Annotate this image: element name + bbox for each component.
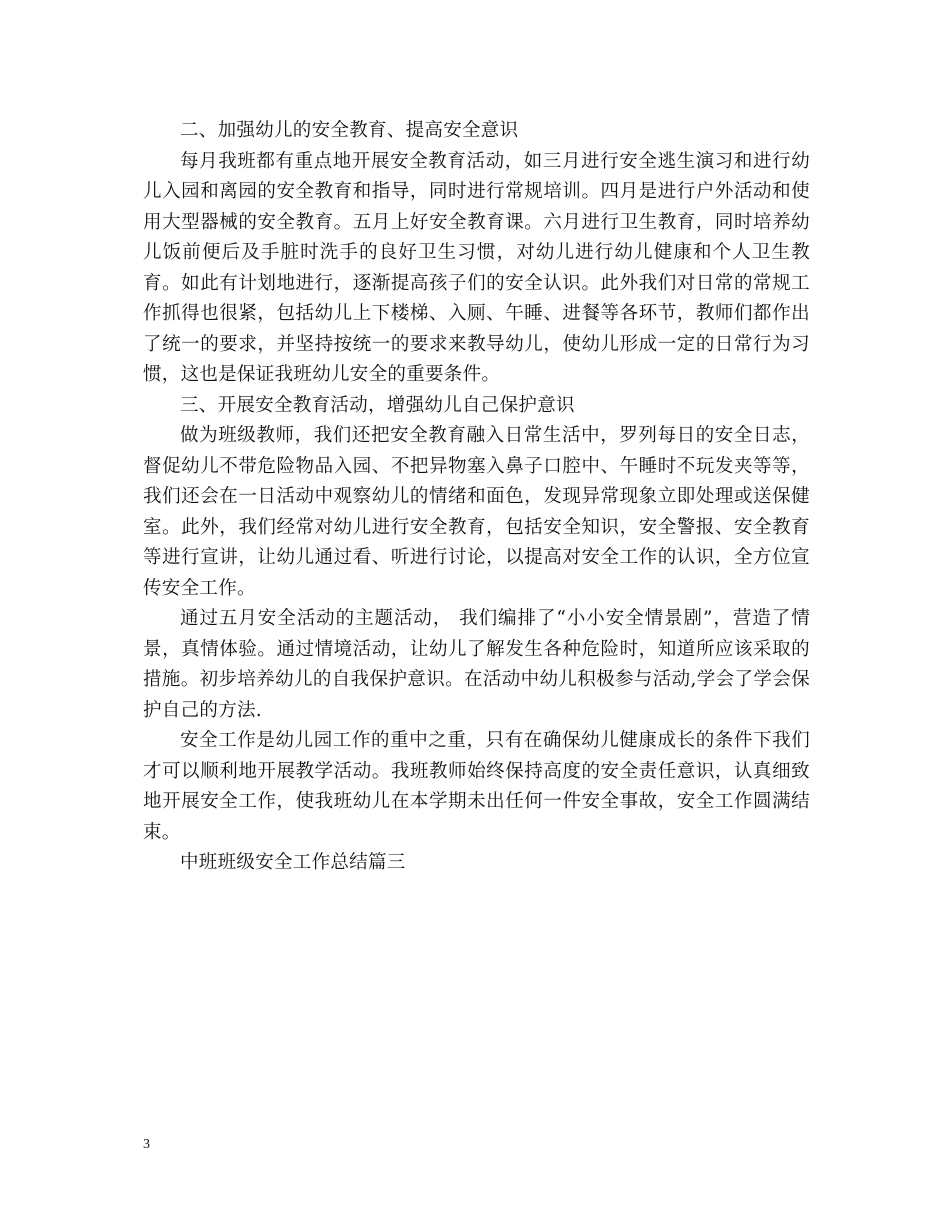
next-article-title: 中班班级安全工作总结篇三 [180,852,406,873]
paragraph-may-theme-activity: 通过五月安全活动的主题活动， 我们编排了“小小安全情景剧”，营造了情景，真情体验。通过情境活动，让幼儿了解发生各种危险时，知道所应该采取的措施。初步培养幼儿的自我保护意识。在活动中幼儿积极参与活动,学会了学会保护自己的方法. [143,608,810,721]
document-body [143,116,810,879]
paragraph-conclusion: 安全工作是幼儿园工作的重中之重，只有在确保幼儿健康成长的条件下我们才可以顺利地开展教学活动。我班教师始终保持高度的安全责任意识，认真细致地开展安全工作，使我班幼儿在本学期未出任何一件安全事故，安全工作圆满结束。 [143,730,810,843]
section-heading-2: 二、加强幼儿的安全教育、提高安全意识 [180,120,519,141]
paragraph-daily-safety: 做为班级教师，我们还把安全教育融入日常生活中，罗列每日的安全日志，督促幼儿不带危险物品入园、不把异物塞入鼻子口腔中、午睡时不玩发夹等等，我们还会在一日活动中观察幼儿的情绪和面色，发现异常现象立即处理或送保健室。此外，我们经常对幼儿进行安全教育，包括安全知识，安全警报、安全教育等进行宣讲，让幼儿通过看、听进行讨论，以提高对安全工作的认识，全方位宣传安全工作。 [143,425,810,599]
paragraph-safety-activities: 每月我班都有重点地开展安全教育活动，如三月进行安全逃生演习和进行幼儿入园和离园的安全教育和指导，同时进行常规培训。四月是进行户外活动和使用大型器械的安全教育。五月上好安全教育课。六月进行卫生教育，同时培养幼儿饭前便后及手脏时洗手的良好卫生习惯，对幼儿进行幼儿健康和个人卫生教育。如此有计划地进行，逐渐提高孩子们的安全认识。此外我们对日常的常规工作抓得也很紧，包括幼儿上下楼梯、入厕、午睡、进餐等各环节，教师们都作出了统一的要求，并坚持按统一的要求来教导幼儿，使幼儿形成一定的日常行为习惯，这也是保证我班幼儿安全的重要条件。 [143,150,810,385]
section-heading-3: 三、开展安全教育活动，增强幼儿自己保护意识 [180,394,575,416]
page-number: 3 [143,1137,150,1152]
